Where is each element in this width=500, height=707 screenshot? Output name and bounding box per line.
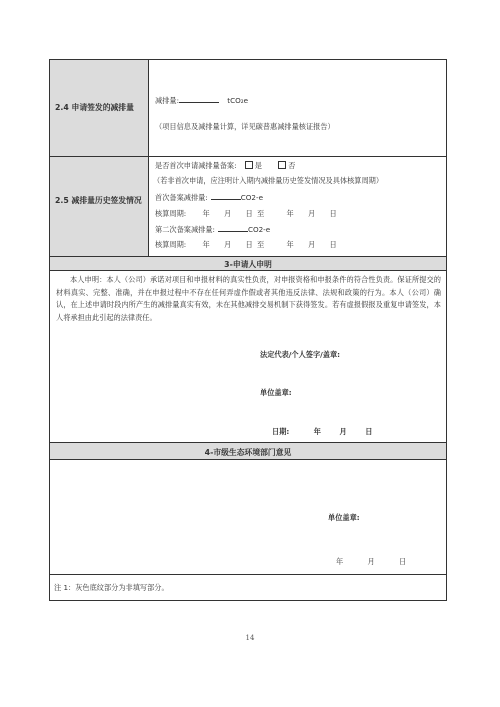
section-4-date-month: 月 — [367, 557, 375, 566]
section-3-date-day: 日 — [365, 427, 373, 436]
second-period-day2: 日 — [329, 240, 337, 249]
section-4-date-year: 年 — [336, 557, 344, 566]
second-period-day1: 日 — [245, 240, 253, 249]
no-checkbox[interactable] — [278, 161, 286, 169]
second-period-label: 核算周期: — [155, 240, 187, 249]
reduction-amount-unit: tCO₂e — [227, 96, 249, 105]
reduction-amount-blank[interactable] — [179, 102, 219, 103]
section-2-4-note: （项目信息及减排量计算，详见碳普惠减排量核证报告） — [155, 122, 335, 131]
second-filing-label: 第二次备案减排量: — [155, 225, 215, 234]
first-period-year1: 年 — [202, 209, 210, 218]
first-period-to: 至 — [256, 209, 265, 218]
legal-rep-signature[interactable]: 法定代表/个人签字/盖章: — [260, 350, 341, 359]
section-3-date[interactable] — [272, 427, 372, 437]
divider — [50, 270, 446, 271]
footnote: 注 1：灰色底纹部分为非填写部分。 — [54, 583, 169, 592]
second-period-year1: 年 — [202, 240, 210, 249]
first-filing-unit: CO2-e — [240, 193, 264, 202]
section-3-unit-seal[interactable]: 单位盖章: — [260, 388, 292, 397]
reduction-amount-field[interactable] — [155, 96, 248, 106]
first-period-year2: 年 — [286, 209, 294, 218]
history-hint: （若非首次申请，应注明计入期内减排量历史签发情况及具体核算周期） — [153, 176, 384, 185]
section-3-date-year: 年 — [313, 427, 321, 436]
reduction-amount-prefix: 减排量: — [155, 96, 179, 105]
second-filing-unit: CO2-e — [247, 225, 271, 234]
first-period-label: 核算周期: — [155, 209, 187, 218]
application-form-table — [49, 59, 447, 601]
divider — [50, 574, 446, 575]
section-4-unit-seal[interactable]: 单位盖章: — [328, 513, 360, 522]
section-3-date-month: 月 — [339, 427, 347, 436]
section-3-header: 3-申请人申明 — [224, 260, 272, 269]
page-number: 14 — [245, 634, 255, 642]
first-filing-field[interactable] — [155, 193, 263, 203]
second-period-month1: 月 — [223, 240, 232, 249]
section-4-header: 4-市级生态环境部门意见 — [204, 448, 292, 457]
second-filing-field[interactable] — [155, 225, 270, 235]
first-period-day1: 日 — [245, 209, 253, 218]
first-period-month2: 月 — [307, 209, 316, 218]
first-period-row — [155, 209, 337, 219]
second-filing-blank[interactable] — [218, 231, 248, 232]
second-period-to: 至 — [256, 240, 265, 249]
yes-checkbox[interactable] — [245, 161, 253, 169]
first-filing-blank[interactable] — [211, 199, 241, 200]
section-4-date[interactable] — [336, 557, 406, 567]
divider — [50, 459, 446, 460]
first-period-month1: 月 — [223, 209, 232, 218]
second-period-row — [155, 240, 337, 250]
first-application-label: 是否首次申请减排量备案: — [155, 161, 237, 170]
second-period-month2: 月 — [307, 240, 316, 249]
section-2-4-label: 2.4 申请签发的减排量 — [55, 103, 134, 112]
column-divider — [148, 60, 149, 256]
first-period-day2: 日 — [329, 209, 337, 218]
second-period-year2: 年 — [286, 240, 294, 249]
section-2-5-label — [55, 195, 145, 207]
section-4-date-day: 日 — [399, 557, 407, 566]
applicant-statement: 本人申明：本人（公司）承诺对项目和申报材料的真实性负责，对申报资格和申报条件的符合性负责。保证所提交的材料真实、完整、准确，并在申报过程中不存在任何弄虚作假或者其他违反法律、法规和政策的行为。本人（公司）确认，在上述申请时段内所产生的减排量真实有效，未在其他减排交易机制下获得签发。若有虚报假报及重复申请签发，本人将承担由此引起的法律责任。 — [56, 275, 441, 322]
first-filing-label: 首次备案减排量: — [155, 193, 208, 202]
section-3-date-label: 日期: — [272, 427, 290, 436]
section-2-5-label-text: 2.5 减排量历史签发情况 — [55, 196, 142, 205]
first-application-question — [155, 161, 296, 171]
no-label: 否 — [288, 161, 296, 170]
yes-label: 是 — [254, 161, 262, 170]
